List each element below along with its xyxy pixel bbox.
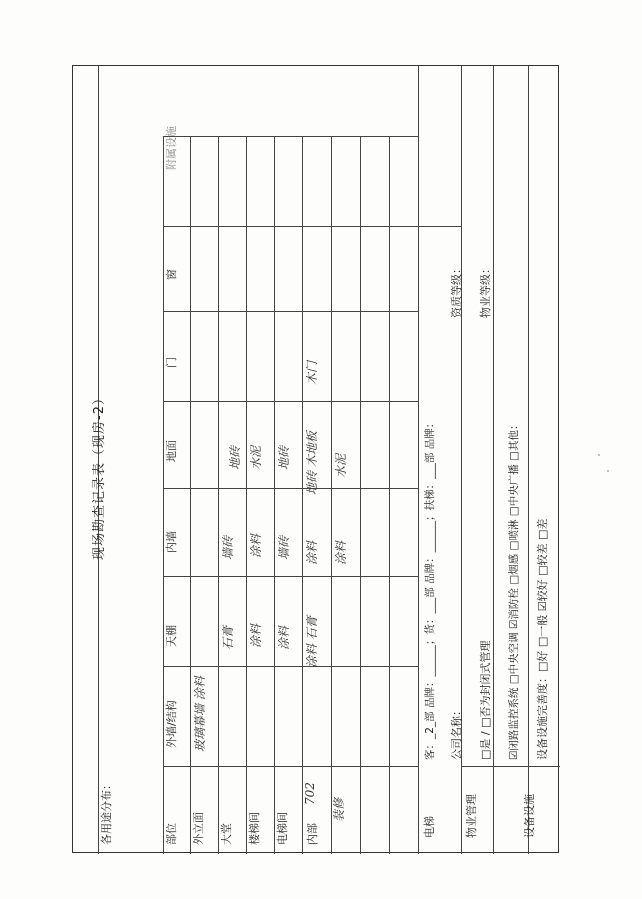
grid-line	[302, 136, 303, 854]
cell-inner-wall: 涂料	[305, 540, 319, 565]
cell-door: 木门	[305, 360, 319, 385]
grid-line	[246, 136, 247, 854]
equipment-label: 设备设施	[523, 794, 536, 838]
grid-line	[163, 766, 418, 767]
header-part: 部位	[165, 823, 178, 845]
property-closed-option: □是 / □否为封闭式管理	[479, 640, 492, 760]
cell-inner-wall: 涂料	[334, 540, 348, 565]
header-exterior: 外墙/结构	[165, 700, 178, 748]
header-attached: 附属设施	[165, 126, 178, 170]
scan-dot	[607, 470, 609, 472]
row-part: 电梯间	[276, 812, 289, 845]
grid-line	[163, 311, 418, 312]
grid-line	[163, 136, 418, 137]
grid-line	[163, 226, 461, 227]
property-label: 物业管理	[465, 794, 478, 838]
row-mark: 装修	[332, 797, 346, 822]
header-inner-wall: 内墙	[165, 531, 178, 553]
grid-line	[274, 136, 275, 854]
grid-line	[493, 66, 494, 854]
property-company: 公司名称：	[450, 705, 463, 760]
grid-line	[331, 136, 332, 854]
grid-line	[360, 136, 361, 854]
cell-floor: 地砖 木地板	[305, 431, 319, 495]
cell-floor: 地砖	[277, 445, 291, 470]
elevator-text: 客：_2_部 品牌：______；货：___部 品牌：______；扶梯：___部 品牌：	[424, 417, 436, 760]
cell-ceiling: 石膏	[221, 625, 235, 650]
cell-floor: 地砖	[228, 445, 242, 470]
header-ceiling: 天棚	[165, 625, 178, 647]
equipment-systems: ☑闭路监控系统 □中央空调 ☑消防栓 □烟感 □喷淋 □中央广播 □其他：	[508, 419, 520, 760]
grid-line	[218, 136, 219, 854]
grid-line	[461, 766, 560, 767]
grid-line	[163, 401, 418, 402]
header-door: 门	[165, 357, 178, 368]
row-mark: 702	[303, 782, 317, 805]
cell-floor: 水泥	[249, 445, 263, 470]
usage-label: 各用途分布：	[100, 779, 113, 845]
row-part: 内部	[306, 823, 319, 845]
header-window: 窗	[165, 269, 178, 280]
grid-line	[163, 576, 418, 577]
grid-line	[163, 666, 418, 667]
property-qualification: 资质等级：	[450, 263, 463, 318]
header-floor: 地面	[165, 440, 178, 462]
grid-line	[163, 136, 164, 854]
form-title: 现场勘查记录表（现房-2）	[92, 391, 107, 560]
grid-line	[528, 66, 529, 854]
row-part: 外立面	[192, 812, 205, 845]
cell-floor: 水泥	[334, 453, 348, 478]
cell-ceiling: 涂料	[249, 623, 263, 648]
cell-ceiling: 涂料 石膏	[305, 616, 319, 668]
cell-inner-wall: 墙砖	[221, 535, 235, 560]
elevator-label: 电梯	[423, 816, 436, 838]
cell-inner-wall: 墙砖	[277, 535, 291, 560]
grid-line	[163, 488, 418, 489]
grid-line	[389, 136, 390, 854]
row-part: 大堂	[220, 823, 233, 845]
property-grade: 物业等级：	[479, 263, 492, 318]
equipment-condition: 设备设施完善度：□好 □一般 ☑较好 □较差 □差	[536, 518, 549, 760]
cell-inner-wall: 涂料	[249, 533, 263, 558]
cell-ceiling: 涂料	[277, 625, 291, 650]
grid-line	[418, 66, 419, 854]
scan-dot	[598, 454, 600, 456]
cell-exterior: 玻璃幕墙 涂料	[193, 676, 207, 752]
row-part: 楼梯间	[248, 812, 261, 845]
